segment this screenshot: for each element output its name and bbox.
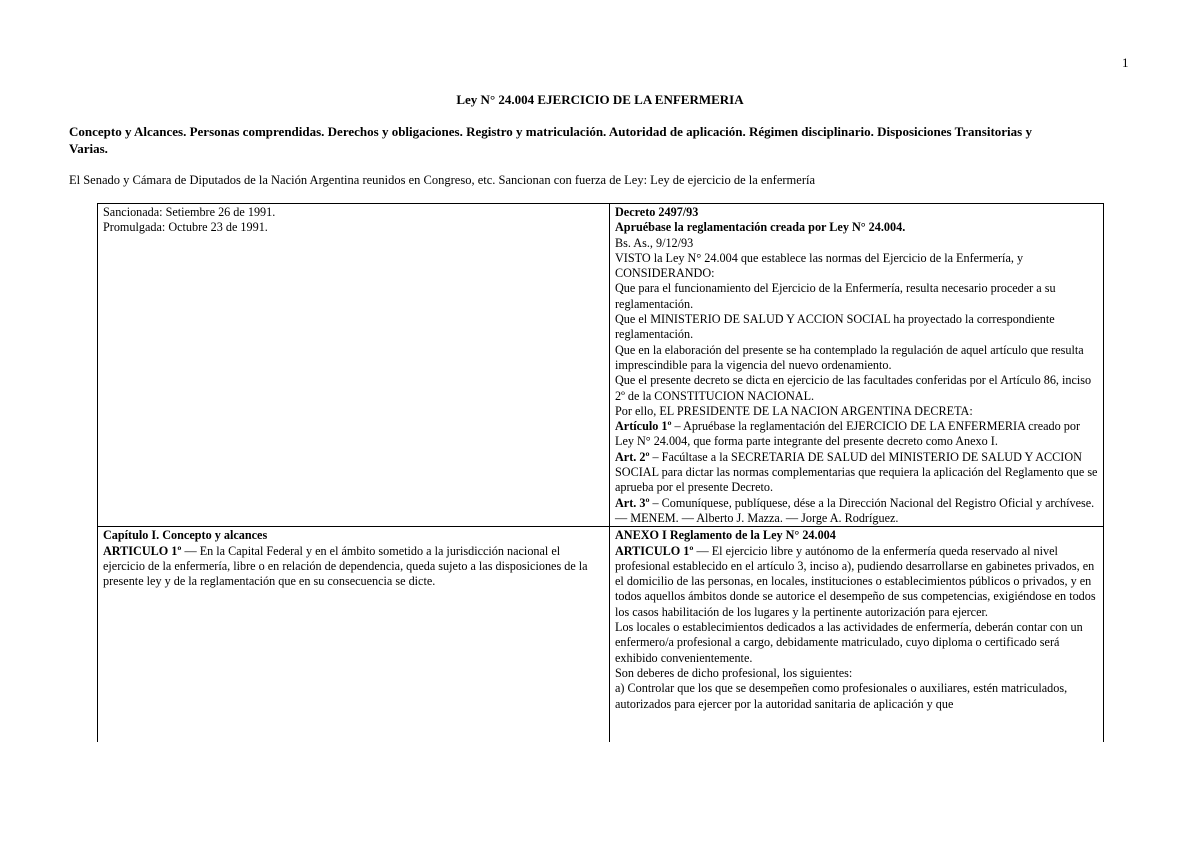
visto-paragraph: VISTO la Ley N° 24.004 que establece las normas del Ejercicio de la Enfermería, y CONSIDERANDO: bbox=[615, 250, 1024, 281]
article-text: — El ejercicio libre y autónomo de la enfermería queda reservado al nivel profesional establecido en el artículo 3, inciso a), pudiendo desarrollarse en gabinetes privados, en el domicilio de las personas, en locales, instituciones o establecimientos públicos o privados, y en todos aquellos ámbitos donde se autorice el desempeño de sus competencias, exigiéndose en todos los casos habilitación de los lugares y la pertinente autorización para ejercer. bbox=[615, 543, 1096, 619]
document-title: Ley N° 24.004 EJERCICIO DE LA ENFERMERIA bbox=[456, 92, 744, 107]
considerando-2: Que el MINISTERIO DE SALUD Y ACCION SOCIAL ha proyectado la correspondiente reglamentación. bbox=[615, 312, 1055, 342]
decree-heading: Apruébase la reglamentación creada por Ley N° 24.004. bbox=[615, 220, 906, 235]
decree-article-3 bbox=[615, 496, 1099, 527]
decree-date: Bs. As., 9/12/93 bbox=[615, 235, 694, 250]
chapter-heading: Capítulo I. Concepto y alcances bbox=[103, 528, 268, 543]
decree-article-2 bbox=[615, 450, 1099, 496]
law-decree-table bbox=[97, 203, 1104, 742]
sanction-date: Sancionada: Setiembre 26 de 1991. bbox=[103, 205, 276, 219]
article-text: – Apruébase la reglamentación del EJERCICIO DE LA ENFERMERIA creado por Ley N° 24.004, que forma parte integrante del presente decreto como Anexo I. bbox=[615, 419, 1081, 449]
page-number: 1 bbox=[1122, 55, 1129, 70]
annex-heading: ANEXO I Reglamento de la Ley N° 24.004 bbox=[615, 528, 836, 543]
law-chapter-cell bbox=[98, 527, 610, 743]
article-label: Art. 2º bbox=[615, 449, 650, 464]
considerando-1: Que para el funcionamiento del Ejercicio de la Enfermería, resulta necesario proceder a su reglamentación. bbox=[615, 281, 1056, 311]
article-text: – Facúltase a la SECRETARIA DE SALUD del MINISTERIO DE SALUD Y ACCION SOCIAL para dictar las normas complementarias que requiera la aplicación del Reglamento que se aprueba por el presente Decreto. bbox=[615, 449, 1098, 495]
article-text: — En la Capital Federal y en el ámbito sometido a la jurisdicción nacional el ejercicio de la enfermería, libre o en relación de dependencia, queda sujeto a las disposiciones de la presente ley y de la reglamentación que en su consecuencia se dicte. bbox=[103, 543, 588, 589]
decree-number: Decreto 2497/93 bbox=[615, 205, 699, 219]
article-label: Artículo 1º bbox=[615, 419, 672, 434]
considerando-4: Que el presente decreto se dicta en ejercicio de las facultades conferidas por el Artículo 86, inciso 2º de la CONSTITUCION NACIONAL. bbox=[615, 373, 1092, 403]
considerando-3: Que en la elaboración del presente se ha contemplado la regulación de aquel artículo que resulta imprescindible para la vigencia del nuevo ordenamiento. bbox=[615, 342, 1084, 372]
annex-paragraph-3: Son deberes de dicho profesional, los siguientes: bbox=[615, 665, 853, 680]
promulgation-date: Promulgada: Octubre 23 de 1991. bbox=[103, 220, 268, 235]
intro-paragraph: El Senado y Cámara de Diputados de la Nación Argentina reunidos en Congreso, etc. Sancionan con fuerza de Ley: Ley de ejercicio de la enfermería bbox=[69, 173, 816, 187]
annex-paragraph-2: Los locales o establecimientos dedicados a las actividades de enfermería, deberán contar con un enfermero/a profesional a cargo, debidamente matriculado, cuyo diploma o certificado será exhibido convenientemente. bbox=[615, 620, 1083, 665]
annex-cell bbox=[610, 527, 1104, 743]
document-subtitle: Concepto y Alcances. Personas comprendidas. Derechos y obligaciones. Registro y matriculación. Autoridad de aplicación. Régimen disciplinario. Disposiciones Transitorias y Varias. bbox=[69, 124, 1032, 156]
por-ello-paragraph: Por ello, EL PRESIDENTE DE LA NACION ARGENTINA DECRETA: bbox=[615, 403, 973, 418]
annex-article-1 bbox=[615, 544, 1099, 620]
law-dates-cell bbox=[98, 204, 610, 527]
decree-cell bbox=[610, 204, 1104, 527]
article-label: ARTICULO 1º bbox=[615, 543, 694, 558]
annex-paragraph-4: a) Controlar que los que se desempeñen como profesionales o auxiliares, estén matriculados, autorizados para ejercer por la autoridad sanitaria de aplicación y que bbox=[615, 681, 1068, 711]
table-row bbox=[98, 527, 1104, 743]
table-row bbox=[98, 204, 1104, 527]
article-text: – Comuníquese, publíquese, dése a la Dirección Nacional del Registro Oficial y archívese. — MENEM. — Alberto J. Mazza. — Jorge A. Rodríguez. bbox=[615, 495, 1095, 525]
article-label: Art. 3º bbox=[615, 495, 650, 510]
article-label: ARTICULO 1º bbox=[103, 543, 182, 558]
decree-article-1 bbox=[615, 419, 1099, 450]
law-article-1 bbox=[103, 544, 605, 590]
